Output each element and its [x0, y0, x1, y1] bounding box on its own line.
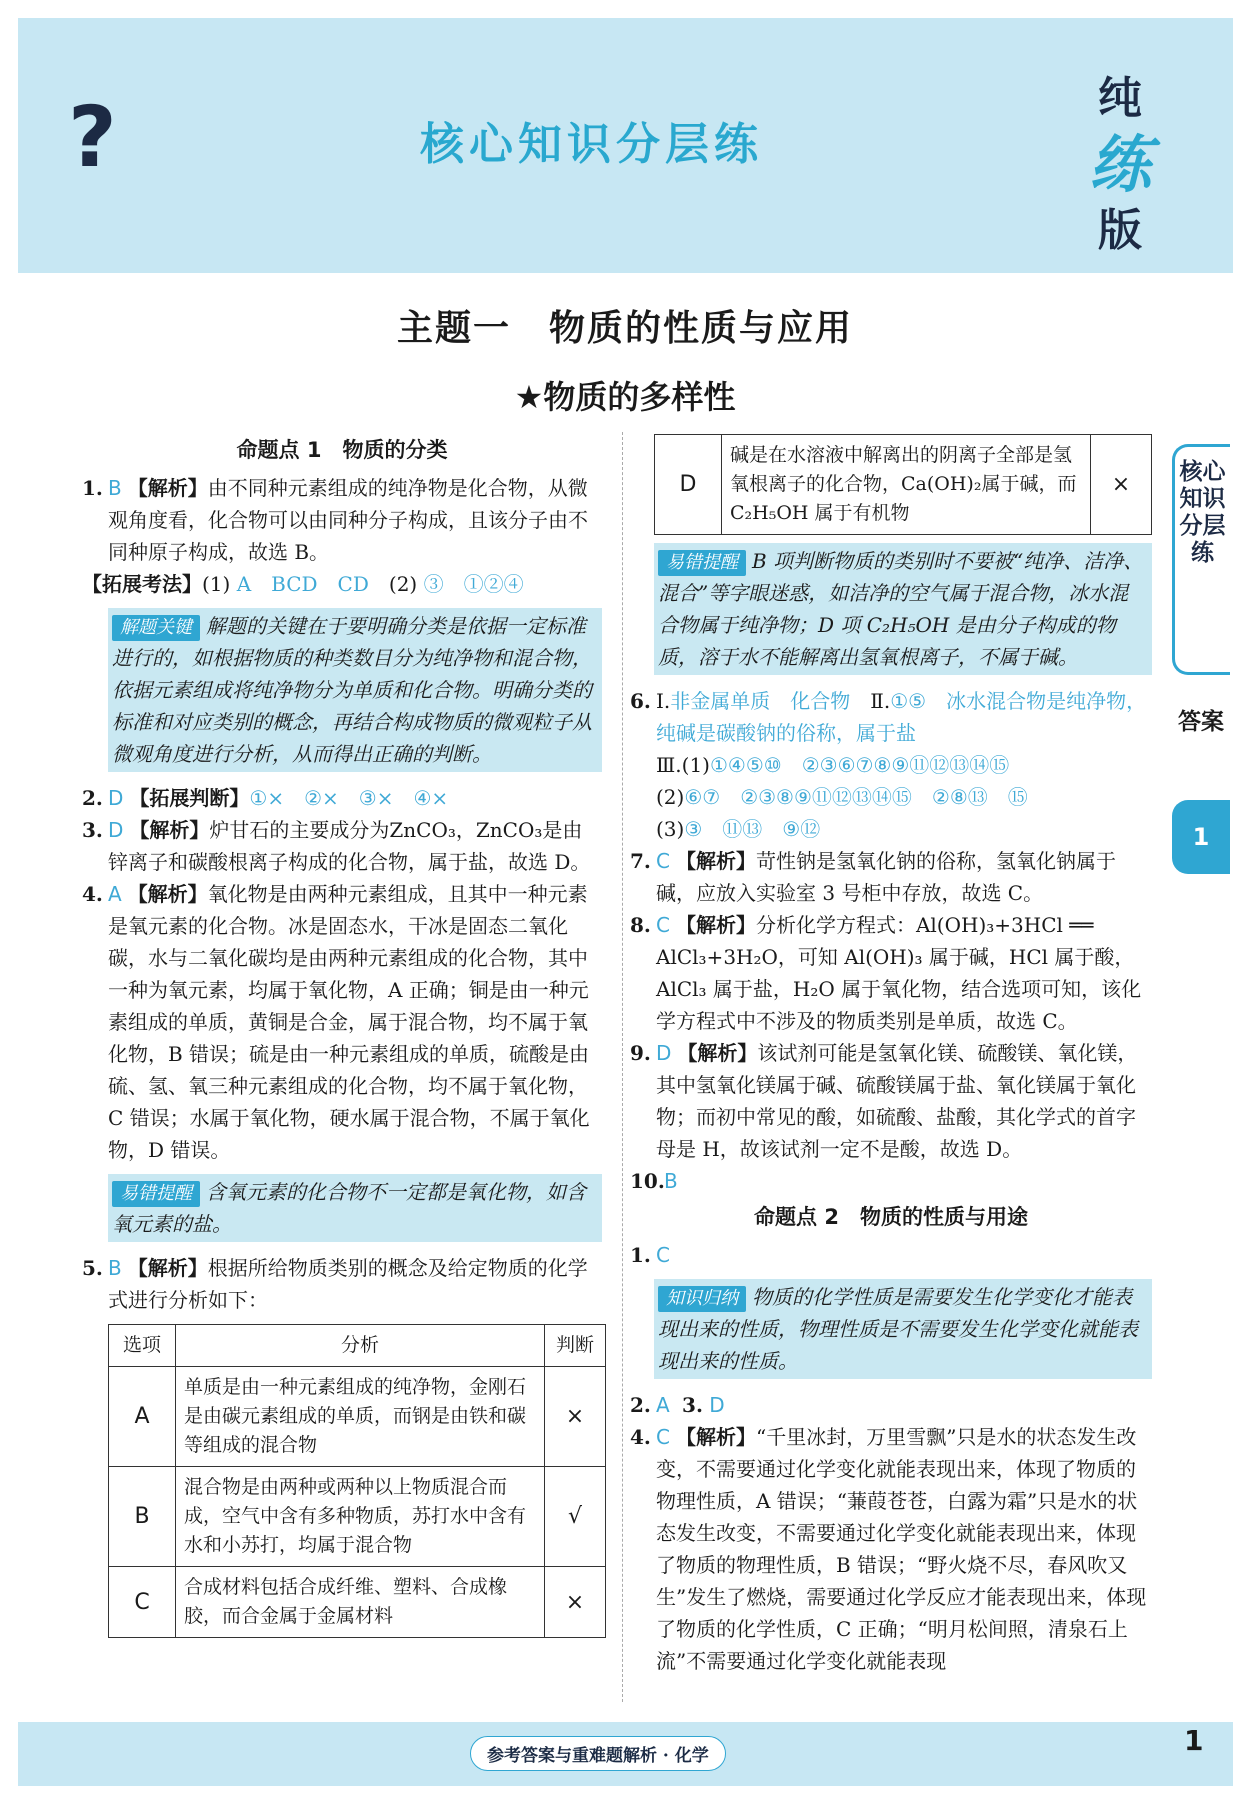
question-9 [630, 1037, 1152, 1165]
side-answer-label: 答案 [1178, 709, 1224, 735]
question-4 [82, 878, 602, 1166]
table-cell-analysis: 碱是在水溶液中解离出的阴离子全部是氢氧根离子的化合物，Ca(OH)₂属于碱，而 C₂H₅OH 属于有机物 [722, 435, 1091, 535]
hint-box-error [108, 1174, 602, 1242]
side-tab-section [1172, 444, 1230, 675]
extension-answer-2: ③ ①②④ [423, 572, 524, 596]
answer-letter: C [656, 1243, 670, 1267]
edition-char-2: 练 [1088, 128, 1151, 201]
side-tab-label: 核心知识分层练 [1179, 459, 1226, 566]
extension-judge-label: 【拓展判断】 [129, 786, 250, 810]
analysis-text: 由不同种元素组成的纯净物是化合物，从微观角度看，化合物可以由同种分子构成，且该分子由不同种原子构成，故选 B。 [108, 476, 588, 564]
analysis-label: 【解析】 [675, 849, 756, 873]
subtheme-title: ★物质的多样性 [514, 378, 736, 416]
hint-text: 物质的化学性质是需要发生化学变化才能表现出来的性质，物理性质是不需要发生化学变化就能表现出来的性质。 [658, 1285, 1138, 1373]
hint-box-key [108, 608, 602, 772]
question-1-extension [82, 568, 602, 600]
column-divider [622, 432, 623, 1702]
table-cell-judgement: × [1091, 435, 1152, 535]
s2-question-4 [630, 1421, 1152, 1677]
table-header: 选项 [109, 1325, 176, 1367]
question-number: 5. [82, 1256, 103, 1280]
table-cell-option: C [109, 1567, 176, 1638]
sub-answer: ③ ⑪⑬ ⑨⑫ [684, 817, 821, 841]
right-column [630, 430, 1152, 1677]
sub-label: (3) [656, 817, 685, 841]
answer-letter: C [656, 849, 670, 873]
question-10 [630, 1165, 1152, 1197]
analysis-label: 【解析】 [675, 913, 756, 937]
answer-letter: B [108, 476, 122, 500]
part-label: Ⅰ. [656, 689, 671, 713]
hint-tag: 易错提醒 [112, 1181, 200, 1207]
extension-judge-answers: ①× ②× ③× ④× [249, 786, 449, 810]
question-6-part-3 [630, 749, 1152, 781]
answer-letter: B [664, 1169, 678, 1193]
analysis-text: 氧化物是由两种元素组成，且其中一种元素是氧元素的化合物。冰是固态水，干冰是固态二氧化碳，水与二氧化碳均是由两种元素组成的化合物，其中一种为氧元素，均属于氧化物，A 正确；铜是由一种元素组成的单质，黄铜是合金，属于混合物，均不属于氧化物，B 错误；硫是由一种元素组成的单质，硫酸是由硫、氢、氧三种元素组成的化合物，均不属于氧化物，C 错误；水属于氧化物，硬水属于混合物，不属于氧化物，D 错误。 [108, 882, 590, 1162]
side-page-badge: 1 [1172, 800, 1230, 874]
question-number: 4. [630, 1425, 651, 1449]
hint-text: 解题的关键在于要明确分类是依据一定标准进行的，如根据物质的种类数目分为纯净物和混合物，依据元素组成将纯净物分为单质和化合物。明确分类的标准和对应类别的概念，再结合构成物质的微观粒子从微观角度进行分析，从而得出正确的判断。 [112, 614, 592, 766]
answer-letter: C [656, 913, 670, 937]
edition-char-3: 版 [1098, 205, 1142, 256]
analysis-label: 【解析】 [677, 1041, 758, 1065]
extension-answer-1: A BCD CD [236, 572, 369, 596]
answer-letter: A [656, 1393, 670, 1417]
hint-text: B 项判断物质的类别时不要被“纯净、洁净、混合”等字眼迷惑，如洁净的空气属于混合物，冰水混合物属于纯净物；D 项 C₂H₅OH 是由分子构成的物质，溶于水不能解离出氢氧根离子，不属于碱。 [658, 549, 1144, 669]
analysis-text: 炉甘石的主要成分为ZnCO₃，ZnCO₃是由锌离子和碳酸根离子构成的化合物，属于盐，故选 D。 [108, 818, 591, 874]
question-6 [630, 685, 1152, 749]
question-mark-icon: ? [68, 88, 117, 186]
hint-tag: 知识归纳 [658, 1286, 746, 1312]
hint-tag: 解题关键 [112, 615, 200, 641]
question-7 [630, 845, 1152, 909]
hint-box-error [654, 543, 1152, 675]
analysis-text: “千里冰封，万里雪飘”只是水的状态发生改变，不需要通过化学变化就能表现出来，体现了物质的物理性质，A 错误；“蒹葭苍苍，白露为霜”只是水的状态发生改变，不需要通过化学变化就能表现出来，体现了物质的物理性质，B 错误；“野火烧不尽，春风吹又生”发生了燃烧，需要通过化学反应才能表现出来，体现了物质的化学性质，C 正确；“明月松间照，清泉石上流”不需要通过化学变化就能表现 [656, 1425, 1147, 1673]
analysis-text: 分析化学方程式：Al(OH)₃+3HCl ══ AlCl₃+3H₂O，可知 Al(OH)₃ 属于碱，HCl 属于酸，AlCl₃ 属于盐，H₂O 属于氧化物，结合选项可知，该化学方程式中不涉及的物质类别是单质，故选 C。 [656, 913, 1142, 1033]
table-cell-analysis: 合成材料包括合成纤维、塑料、合成橡胶，而合金属于金属材料 [176, 1567, 545, 1638]
question-number: 1. [630, 1243, 651, 1267]
analysis-label: 【解析】 [675, 1425, 756, 1449]
part-label: Ⅲ. [656, 753, 682, 777]
answer-letter: D [709, 1393, 725, 1417]
s2-question-2-3 [630, 1389, 1152, 1421]
section-heading-2: 命题点 2 物质的性质与用途 [754, 1205, 1028, 1229]
section-heading-1: 命题点 1 物质的分类 [236, 438, 448, 462]
question-number: 1. [82, 476, 103, 500]
analysis-table-continued [654, 434, 1152, 535]
question-1 [82, 472, 602, 568]
analysis-label: 【解析】 [127, 1256, 208, 1280]
edition-logo [1080, 70, 1160, 260]
extension-label: 【拓展考法】 [82, 572, 202, 596]
question-number: 6. [630, 689, 651, 713]
hint-text: 含氧元素的化合物不一定都是氧化物，如含氧元素的盐。 [112, 1180, 586, 1236]
extension-part-2: (2) [388, 572, 418, 596]
part-answer: 非金属单质 化合物 [670, 689, 851, 713]
question-6-part-3-2 [630, 781, 1152, 813]
analysis-text: 苛性钠是氢氧化钠的俗称，氢氧化钠属于碱，应放入实验室 3 号柜中存放，故选 C。 [656, 849, 1116, 905]
s2-question-1 [630, 1239, 1152, 1271]
table-row [109, 1367, 606, 1467]
question-6-part-3-3 [630, 813, 1152, 845]
table-cell-judgement: × [545, 1567, 606, 1638]
analysis-label: 【解析】 [127, 476, 208, 500]
question-5 [82, 1252, 602, 1316]
analysis-table [108, 1324, 606, 1638]
footer-label: 参考答案与重难题解析 · 化学 [470, 1736, 726, 1771]
hint-box-summary [654, 1279, 1152, 1379]
table-cell-analysis: 单质是由一种元素组成的纯净物，金刚石是由碳元素组成的单质，而钢是由铁和碳等组成的混合物 [176, 1367, 545, 1467]
sub-answer: ⑥⑦ ②③⑧⑨⑪⑫⑬⑭⑮ ②⑧⑬ ⑮ [684, 785, 1028, 809]
answer-letter: D [656, 1041, 672, 1065]
answer-letter: D [108, 818, 124, 842]
sub-label: (2) [656, 785, 685, 809]
table-header: 分析 [176, 1325, 545, 1367]
table-row [109, 1567, 606, 1638]
sub-label: (1) [681, 753, 710, 777]
answer-letter: C [656, 1425, 670, 1449]
table-cell-option: D [655, 435, 722, 535]
banner-title: 核心知识分层练 [420, 119, 763, 170]
page-number: 1 [1184, 1724, 1204, 1757]
answer-letter: D [108, 786, 124, 810]
table-row [109, 1467, 606, 1567]
question-number: 2. [82, 786, 103, 810]
table-cell-analysis: 混合物是由两种或两种以上物质混合而成，空气中含有多种物质，苏打水中含有水和小苏打，均属于混合物 [176, 1467, 545, 1567]
question-number: 4. [82, 882, 103, 906]
question-number: 7. [630, 849, 651, 873]
question-number: 2. [630, 1393, 651, 1417]
table-cell-option: A [109, 1367, 176, 1467]
question-number: 3. [82, 818, 103, 842]
question-number: 9. [630, 1041, 651, 1065]
analysis-label: 【解析】 [127, 882, 208, 906]
analysis-label: 【解析】 [129, 818, 210, 842]
analysis-text: 该试剂可能是氢氧化镁、硫酸镁、氧化镁，其中氢氧化镁属于碱、硫酸镁属于盐、氧化镁属于氧化物；而初中常见的酸，如硫酸、盐酸，其化学式的首字母是 H，故该试剂一定不是酸，故选 D。 [656, 1041, 1138, 1161]
question-number: 3. [682, 1393, 703, 1417]
table-row [655, 435, 1152, 535]
question-number: 10. [630, 1169, 665, 1193]
table-header-row [109, 1325, 606, 1367]
question-8 [630, 909, 1152, 1037]
answer-letter: B [108, 1256, 122, 1280]
part-answer: ①⑤ 冰水混合物是纯净物，纯碱是碳酸钠的俗称，属于盐 [656, 689, 1147, 745]
edition-char-1: 纯 [1098, 73, 1142, 124]
table-header: 判断 [545, 1325, 606, 1367]
part-label: Ⅱ. [870, 689, 891, 713]
hint-tag: 易错提醒 [658, 550, 746, 576]
question-2 [82, 782, 602, 814]
question-3 [82, 814, 602, 878]
answer-letter: A [108, 882, 122, 906]
sub-answer: ①④⑤⑩ ②③⑥⑦⑧⑨⑪⑫⑬⑭⑮ [710, 753, 1010, 777]
extension-part-1: (1) [202, 572, 231, 596]
analysis-text: 根据所给物质类别的概念及给定物质的化学式进行分析如下： [108, 1256, 588, 1312]
table-cell-option: B [109, 1467, 176, 1567]
table-cell-judgement: √ [545, 1467, 606, 1567]
question-number: 8. [630, 913, 651, 937]
theme-title: 主题一 物质的性质与应用 [396, 308, 853, 349]
left-column [82, 430, 602, 1638]
table-cell-judgement: × [545, 1367, 606, 1467]
